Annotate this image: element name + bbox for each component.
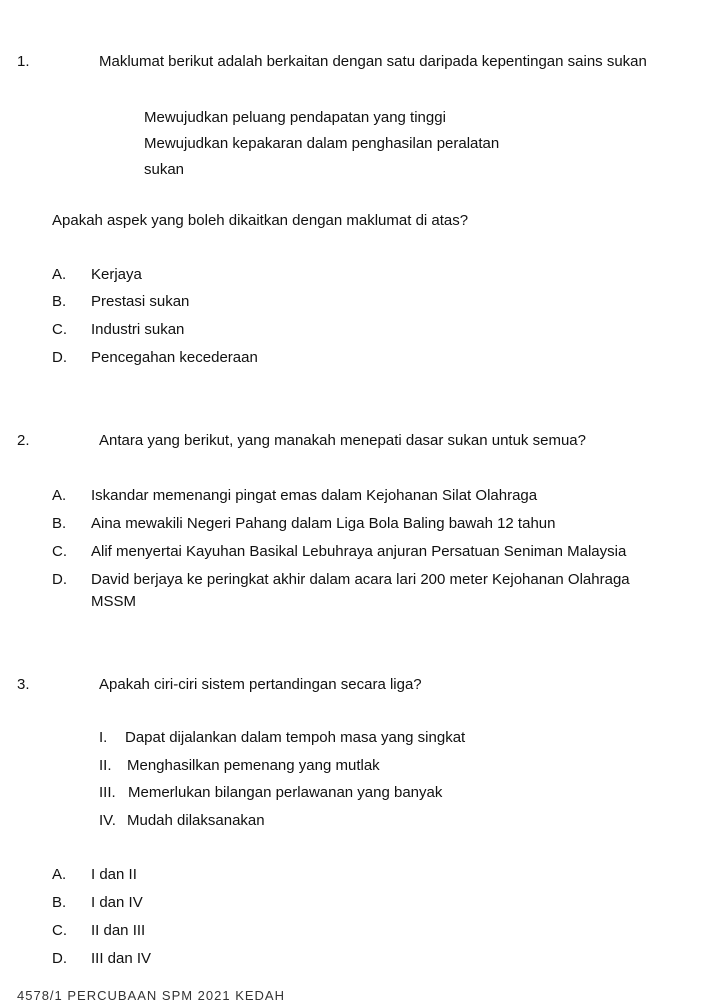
- q2-option-c-letter: C.: [52, 543, 67, 560]
- statement-3-roman: III.: [99, 784, 116, 801]
- q2-option-d-text: David berjaya ke peringkat akhir dalam acara lari 200 meter Kejohanan Olahraga: [91, 571, 630, 588]
- question-3-stem: Apakah ciri-ciri sistem pertandingan secara liga?: [99, 676, 422, 693]
- question-2-number: 2.: [17, 432, 30, 449]
- info-line-1: Mewujudkan peluang pendapatan yang tinggi: [144, 109, 446, 126]
- q3-option-d-text: III dan IV: [91, 950, 152, 967]
- q1-option-a-letter: A.: [52, 266, 67, 283]
- q2-option-b-text: Aina mewakili Negeri Pahang dalam Liga Bola Baling bawah 12 tahun: [91, 515, 556, 532]
- question-1-prompt: Apakah aspek yang boleh dikaitkan dengan maklumat di atas?: [52, 212, 469, 229]
- q2-option-b-letter: B.: [52, 515, 67, 532]
- q2-option-d-text-line2: MSSM: [91, 593, 136, 610]
- page-footer: [17, 986, 337, 1000]
- q1-option-b-letter: B.: [52, 293, 67, 310]
- q1-option-c-letter: C.: [52, 321, 67, 338]
- q2-option-d-letter: D.: [52, 571, 67, 588]
- q3-option-c-text: II dan III: [91, 922, 146, 939]
- q3-option-d-letter: D.: [52, 950, 67, 967]
- q1-option-d-text: Pencegahan kecederaan: [91, 349, 258, 366]
- q2-option-c-text: Alif menyertai Kayuhan Basikal Lebuhraya anjuran Persatuan Seniman Malaysia: [91, 543, 627, 560]
- q2-option-a-letter: A.: [52, 487, 67, 504]
- q1-option-d-letter: D.: [52, 349, 67, 366]
- q3-option-a-text: I dan II: [91, 866, 137, 883]
- q1-option-c-text: Industri sukan: [91, 321, 185, 338]
- statement-2-roman: II.: [99, 757, 112, 774]
- statement-1-roman: I.: [99, 729, 108, 746]
- q3-option-b-text: I dan IV: [91, 894, 143, 911]
- q1-option-b-text: Prestasi sukan: [91, 293, 190, 310]
- footer-text: 4578/1 PERCUBAAN SPM 2021 KEDAH: [17, 988, 285, 1000]
- q3-option-a-letter: A.: [52, 866, 67, 883]
- question-3-number: 3.: [17, 676, 30, 693]
- q3-option-c-letter: C.: [52, 922, 67, 939]
- question-1-number: 1.: [17, 53, 30, 70]
- question-2-stem: Antara yang berikut, yang manakah menepati dasar sukan untuk semua?: [99, 432, 586, 449]
- statement-2-text: Menghasilkan pemenang yang mutlak: [127, 757, 380, 774]
- info-line-3: sukan: [144, 161, 185, 178]
- info-line-2: Mewujudkan kepakaran dalam penghasilan peralatan: [144, 135, 500, 152]
- statement-4-roman: IV.: [99, 812, 116, 829]
- question-1-stem: Maklumat berikut adalah berkaitan dengan satu daripada kepentingan sains sukan: [99, 53, 647, 70]
- q1-option-a-text: Kerjaya: [91, 266, 142, 283]
- statement-1-text: Dapat dijalankan dalam tempoh masa yang singkat: [125, 729, 466, 746]
- q3-option-b-letter: B.: [52, 894, 67, 911]
- statement-3-text: Memerlukan bilangan perlawanan yang banyak: [128, 784, 443, 801]
- q2-option-a-text: Iskandar memenangi pingat emas dalam Kejohanan Silat Olahraga: [91, 487, 538, 504]
- statement-4-text: Mudah dilaksanakan: [127, 812, 265, 829]
